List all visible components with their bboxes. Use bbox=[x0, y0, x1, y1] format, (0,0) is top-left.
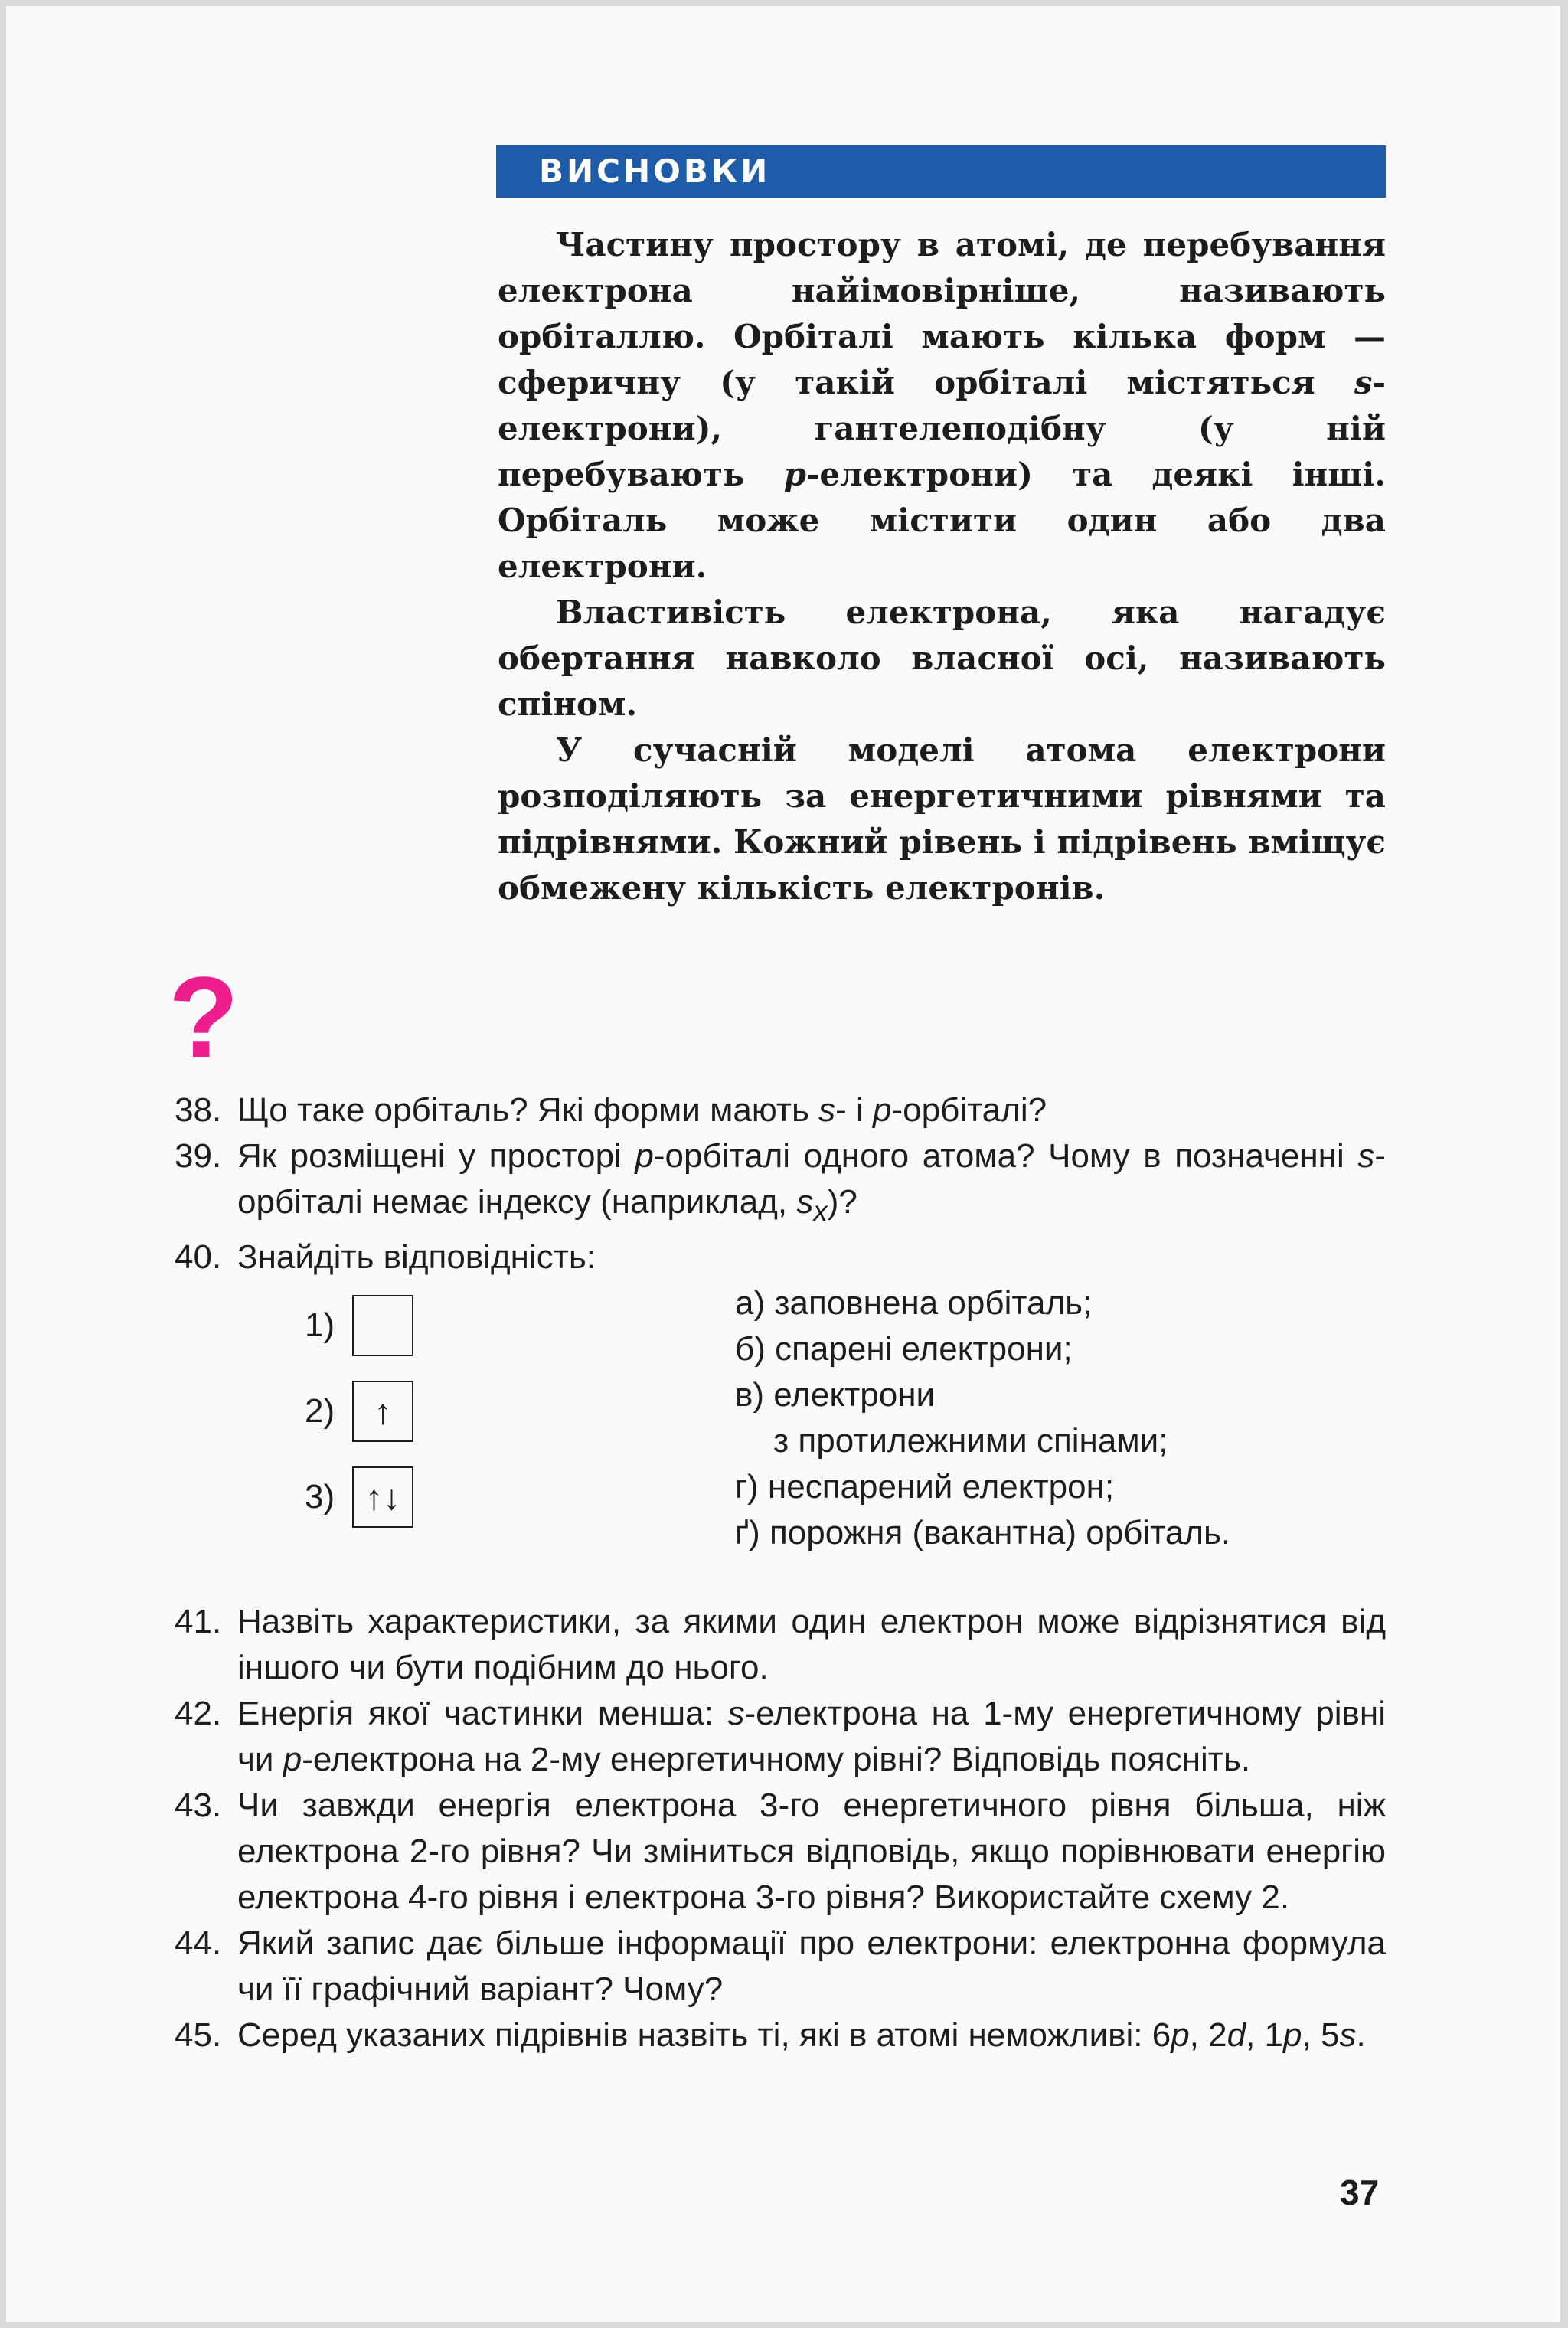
question-number: 39. bbox=[175, 1137, 222, 1175]
question-42 bbox=[175, 1691, 1386, 1783]
question-39 bbox=[175, 1133, 1386, 1234]
match-option-g: г) неспарений електрон; bbox=[735, 1467, 1115, 1506]
match-option-gg: ґ) порожня (вакантна) орбіталь. bbox=[735, 1513, 1231, 1551]
match-option-v-cont: з протилежними спінами; bbox=[773, 1421, 1168, 1460]
text-span: -орбіталі? bbox=[891, 1091, 1047, 1129]
match-label: 1) bbox=[305, 1306, 335, 1344]
text-span: Енергія якої частинки менша: bbox=[237, 1694, 728, 1732]
italic-s: s bbox=[818, 1091, 836, 1129]
text-span: Частину простору в атомі, де перебування електрона найімовірніше, називають орбіталлю. Орбіталі мають кілька форм — сферичну (у такій орбіталі містяться bbox=[498, 226, 1386, 401]
italic-s: s bbox=[796, 1183, 814, 1221]
text-span: , 2 bbox=[1189, 2016, 1227, 2054]
orbital-box-empty bbox=[352, 1295, 413, 1356]
italic-s: s bbox=[1357, 1137, 1375, 1175]
text-span: -орбіталі немає індексу (наприклад, bbox=[237, 1137, 1386, 1221]
question-number: 40. bbox=[175, 1238, 222, 1276]
orbital-box-up-arrow: ↑ bbox=[352, 1381, 413, 1442]
question-text bbox=[237, 1087, 1386, 1133]
match-right-list bbox=[735, 1280, 1230, 1556]
italic-p: p bbox=[873, 1091, 892, 1129]
question-text: Назвіть характеристики, за якими один електрон може відрізнятися від іншого чи бути подібним до нього. bbox=[237, 1602, 1386, 1686]
text-span: Серед указаних підрівнів назвіть ті, які в атомі неможливі: 6 bbox=[237, 2016, 1171, 2054]
italic-s: s bbox=[727, 1694, 745, 1732]
text-span: -електрона на 1-му енергетичному рівні чи bbox=[237, 1694, 1386, 1778]
italic-d: d bbox=[1227, 2016, 1246, 2054]
text-span: , 1 bbox=[1246, 2016, 1284, 2054]
question-text bbox=[237, 1133, 1386, 1234]
question-number: 42. bbox=[175, 1694, 222, 1732]
question-text bbox=[237, 2012, 1386, 2058]
match-left-item-1 bbox=[305, 1293, 413, 1359]
question-43 bbox=[175, 1783, 1386, 1921]
match-option-b: б) спарені електрони; bbox=[735, 1329, 1073, 1368]
italic-p: p bbox=[283, 1740, 302, 1778]
conclusions-paragraph-3: У сучасній моделі атома електрони розподіляють за енергетичними рівнями та підрівнями. Кожний рівень і підрівень вміщує обмежену кількість електронів. bbox=[498, 731, 1386, 907]
italic-s: s bbox=[1339, 2016, 1357, 2054]
question-mark-icon: ? bbox=[168, 953, 239, 1081]
question-number: 45. bbox=[175, 2016, 222, 2054]
text-span: Як розміщені у просторі bbox=[237, 1137, 635, 1175]
match-left-item-2 bbox=[305, 1378, 413, 1444]
match-label: 3) bbox=[305, 1477, 335, 1515]
question-text: Який запис дає більше інформації про електрони: електронна формула чи її графічний варіант? Чому? bbox=[237, 1924, 1386, 2008]
italic-p: p bbox=[1171, 2016, 1190, 2054]
question-text: Знайдіть відповідність: bbox=[237, 1238, 596, 1276]
match-option-v: в) електрони bbox=[735, 1375, 936, 1414]
match-option-a: а) заповнена орбіталь; bbox=[735, 1283, 1093, 1322]
question-number: 38. bbox=[175, 1091, 222, 1129]
questions-list bbox=[175, 1087, 1386, 2058]
italic-p: p bbox=[783, 456, 806, 493]
italic-p: p bbox=[1283, 2016, 1302, 2054]
question-text bbox=[237, 1691, 1386, 1783]
conclusions-body bbox=[498, 222, 1386, 911]
question-44 bbox=[175, 1921, 1386, 2012]
match-left-item-3 bbox=[305, 1464, 413, 1530]
textbook-page bbox=[6, 6, 1560, 2322]
match-label: 2) bbox=[305, 1391, 335, 1430]
conclusions-title: ВИСНОВКИ bbox=[539, 152, 771, 190]
text-span: Що таке орбіталь? Які форми мають bbox=[237, 1091, 819, 1129]
text-span: -орбіталі одного атома? Чому в позначенні bbox=[653, 1137, 1358, 1175]
text-span: -електрони), гантелеподібну (у ній перебувають bbox=[498, 364, 1386, 493]
subscript-x: x bbox=[813, 1195, 828, 1227]
text-span: . bbox=[1356, 2016, 1366, 2054]
question-40 bbox=[175, 1234, 1386, 1280]
conclusions-paragraph-1 bbox=[498, 222, 1386, 590]
question-number: 41. bbox=[175, 1602, 222, 1640]
question-38 bbox=[175, 1087, 1386, 1133]
question-41 bbox=[175, 1599, 1386, 1691]
italic-s: s bbox=[1354, 364, 1373, 401]
conclusions-paragraph-2: Властивість електрона, яка нагадує обертання навколо власної осі, називають спіном. bbox=[498, 593, 1386, 723]
conclusions-header bbox=[496, 146, 1386, 198]
text-span: -електрона на 2-му енергетичному рівні? Відповідь поясніть. bbox=[302, 1740, 1251, 1778]
question-45 bbox=[175, 2012, 1386, 2058]
question-number: 44. bbox=[175, 1924, 222, 1962]
text-span: - і bbox=[835, 1091, 874, 1129]
text-span: , 5 bbox=[1302, 2016, 1340, 2054]
italic-p: p bbox=[635, 1137, 654, 1175]
question-number: 43. bbox=[175, 1786, 222, 1824]
page-number: 37 bbox=[1340, 2173, 1380, 2212]
text-span: )? bbox=[827, 1183, 858, 1221]
matching-exercise bbox=[237, 1280, 1386, 1599]
text-span: -електрони) та деякі інші. Орбіталь може містити один або два електрони. bbox=[498, 456, 1386, 585]
orbital-box-paired-arrows: ↑↓ bbox=[352, 1466, 413, 1528]
question-text: Чи завжди енергія електрона 3-го енергетичного рівня більша, ніж електрона 2-го рівня? Чи зміниться відповідь, якщо порівнювати енергію електрона 4-го рівня і електрона 3-го рівня? Використайте схему 2. bbox=[237, 1786, 1386, 1916]
